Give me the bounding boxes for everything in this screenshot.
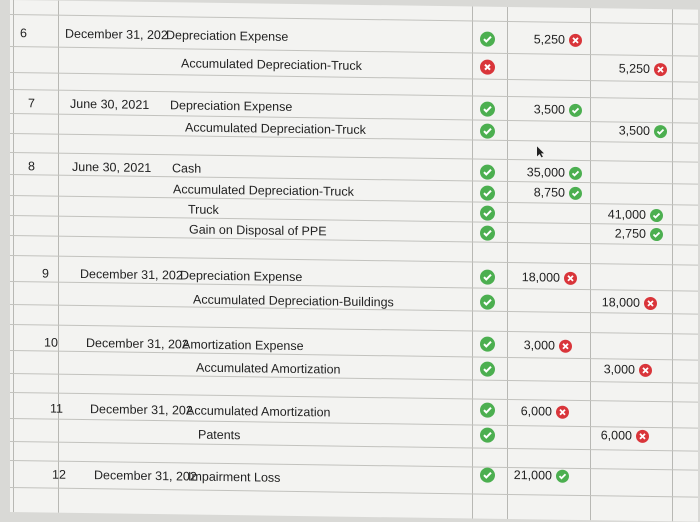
- entry-date[interactable]: June 30, 2021: [72, 159, 152, 175]
- debit-amount[interactable]: 6,000: [520, 404, 552, 419]
- account-name[interactable]: Accumulated Depreciation-Truck: [185, 120, 366, 137]
- check-icon: [650, 209, 663, 222]
- credit-amount[interactable]: 3,500: [618, 123, 650, 138]
- check-icon: [480, 102, 495, 117]
- check-icon: [480, 124, 495, 139]
- check-icon: [480, 468, 495, 483]
- entry-date[interactable]: December 31, 202: [90, 402, 193, 418]
- error-icon: [639, 364, 652, 377]
- account-name[interactable]: Accumulated Depreciation-Truck: [173, 182, 354, 199]
- account-name[interactable]: Accumulated Depreciation-Truck: [181, 56, 362, 73]
- check-icon: [480, 362, 495, 377]
- account-name[interactable]: Cash: [172, 161, 202, 176]
- account-name[interactable]: Accumulated Amortization: [186, 403, 331, 420]
- debit-amount[interactable]: 35,000: [526, 165, 565, 180]
- entry-number: 9: [42, 266, 49, 281]
- debit-amount[interactable]: 3,500: [533, 102, 565, 117]
- credit-amount[interactable]: 18,000: [601, 295, 640, 310]
- debit-amount[interactable]: 5,250: [533, 32, 565, 47]
- account-name[interactable]: Accumulated Amortization: [196, 360, 341, 377]
- credit-amount[interactable]: 3,000: [603, 362, 635, 377]
- error-icon: [480, 60, 495, 75]
- mouse-cursor-icon: [536, 145, 545, 158]
- entry-date[interactable]: June 30, 2021: [70, 96, 150, 112]
- check-icon: [480, 295, 495, 310]
- entry-date[interactable]: December 31, 202: [80, 266, 183, 283]
- error-icon: [636, 430, 649, 443]
- entry-date[interactable]: December 31, 202: [65, 26, 168, 43]
- account-name[interactable]: Amortization Expense: [182, 337, 304, 354]
- check-icon: [480, 206, 495, 221]
- credit-amount[interactable]: 2,750: [614, 226, 646, 241]
- credit-amount[interactable]: 5,250: [618, 61, 650, 76]
- check-icon: [650, 228, 663, 241]
- debit-amount[interactable]: 21,000: [513, 468, 552, 483]
- entry-date[interactable]: December 31, 202: [86, 336, 189, 352]
- error-icon: [556, 406, 569, 419]
- entry-number: 12: [52, 467, 66, 482]
- debit-amount[interactable]: 18,000: [521, 270, 560, 285]
- entry-number: 6: [20, 26, 27, 41]
- check-icon: [480, 270, 495, 285]
- check-icon: [556, 470, 569, 483]
- check-icon: [569, 104, 582, 117]
- check-icon: [569, 167, 582, 180]
- account-name[interactable]: Accumulated Depreciation-Buildings: [193, 292, 394, 310]
- check-icon: [480, 403, 495, 418]
- account-name[interactable]: Depreciation Expense: [166, 28, 289, 44]
- journal-entry-table: [10, 0, 698, 522]
- account-name[interactable]: Patents: [198, 427, 241, 443]
- account-name[interactable]: Gain on Disposal of PPE: [189, 222, 327, 239]
- entry-number: 10: [44, 335, 58, 350]
- check-icon: [654, 125, 667, 138]
- entry-date[interactable]: December 31, 202: [94, 468, 197, 484]
- error-icon: [569, 34, 582, 47]
- check-icon: [480, 226, 495, 241]
- error-icon: [644, 297, 657, 310]
- entry-number: 11: [50, 401, 63, 416]
- check-icon: [480, 32, 495, 47]
- account-name[interactable]: Depreciation Expense: [170, 98, 293, 114]
- check-icon: [480, 428, 495, 443]
- account-name[interactable]: Impairment Loss: [188, 469, 281, 485]
- check-icon: [569, 187, 582, 200]
- account-name[interactable]: Depreciation Expense: [180, 268, 303, 285]
- credit-amount[interactable]: 6,000: [600, 428, 632, 443]
- credit-amount[interactable]: 41,000: [607, 207, 646, 222]
- debit-amount[interactable]: 8,750: [533, 185, 565, 200]
- check-icon: [480, 165, 495, 180]
- check-icon: [480, 186, 495, 201]
- entry-number: 8: [28, 159, 35, 174]
- debit-amount[interactable]: 3,000: [523, 338, 555, 353]
- check-icon: [480, 337, 495, 352]
- error-icon: [654, 63, 667, 76]
- entry-number: 7: [28, 96, 35, 111]
- error-icon: [559, 340, 572, 353]
- account-name[interactable]: Truck: [188, 202, 219, 217]
- error-icon: [564, 272, 577, 285]
